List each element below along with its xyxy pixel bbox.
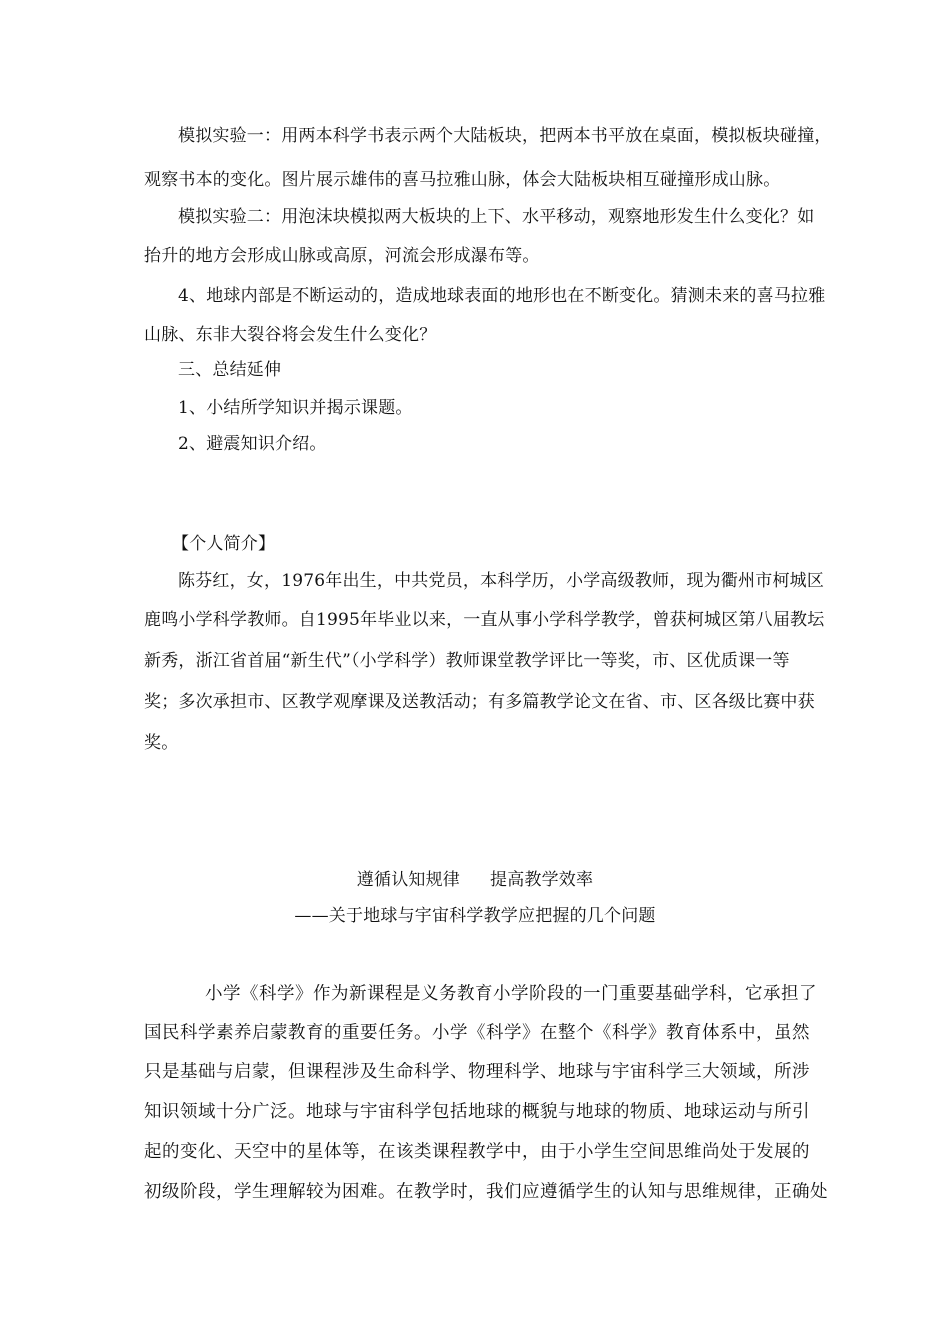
paragraph-line: 山脉、东非大裂谷将会发生什么变化？ <box>144 325 437 345</box>
article-line: 知识领域十分广泛。地球与宇宙科学包括地球的概貌与地球的物质、地球运动与所引 <box>144 1102 810 1122</box>
profile-line: 奖。 <box>144 733 179 753</box>
profile-line: 新秀，浙江省首届“新生代”（小学科学）教师课堂教学评比一等奖，市、区优质课一等 <box>144 651 790 671</box>
list-item: 1、小结所学知识并揭示课题。 <box>178 398 413 418</box>
profile-line: 奖；多次承担市、区教学观摩课及送教活动；有多篇教学论文在省、市、区各级比赛中获 <box>144 692 815 712</box>
article-line: 国民科学素养启蒙教育的重要任务。小学《科学》在整个《科学》教育体系中，虽然 <box>144 1023 810 1043</box>
paragraph-line: 模拟实验二：用泡沫块模拟两大板块的上下、水平移动，观察地形发生什么变化？如 <box>178 207 815 227</box>
paragraph-line: 抬升的地方会形成山脉或高原，河流会形成瀑布等。 <box>144 246 540 266</box>
section-heading: 三、总结延伸 <box>178 360 282 380</box>
article-title <box>0 869 950 891</box>
list-item: 2、避震知识介绍。 <box>178 434 327 454</box>
paragraph-line: 4、地球内部是不断运动的，造成地球表面的地形也在不断变化。猜测未来的喜马拉雅 <box>178 286 826 306</box>
article-line: 小学《科学》作为新课程是义务教育小学阶段的一门重要基础学科，它承担了 <box>205 984 817 1004</box>
profile-line: 鹿鸣小学科学教师。自1995年毕业以来，一直从事小学科学教学，曾获柯城区第八届教坛 <box>144 610 825 630</box>
article-line: 初级阶段，学生理解较为困难。在教学时，我们应遵循学生的认知与思维规律，正确处 <box>144 1182 828 1202</box>
article-subtitle: ——关于地球与宇宙科学教学应把握的几个问题 <box>294 906 656 926</box>
article-line: 只是基础与启蒙，但课程涉及生命科学、物理科学、地球与宇宙科学三大领域，所涉 <box>144 1062 810 1082</box>
article-title-part2: 提高教学效率 <box>490 870 594 890</box>
article-title-part1: 遵循认知规律 <box>356 870 460 890</box>
profile-line: 陈芬红，女，1976年出生，中共党员，本科学历，小学高级教师，现为衢州市柯城区 <box>178 571 825 591</box>
paragraph-line: 模拟实验一：用两本科学书表示两个大陆板块，把两本书平放在桌面，模拟板块碰撞， <box>178 126 832 146</box>
paragraph-line: 观察书本的变化。图片展示雄伟的喜马拉雅山脉，体会大陆板块相互碰撞形成山脉。 <box>144 170 781 190</box>
article-line: 起的变化、天空中的星体等，在该类课程教学中，由于小学生空间思维尚处于发展的 <box>144 1142 810 1162</box>
profile-heading: 【个人简介】 <box>172 534 276 554</box>
